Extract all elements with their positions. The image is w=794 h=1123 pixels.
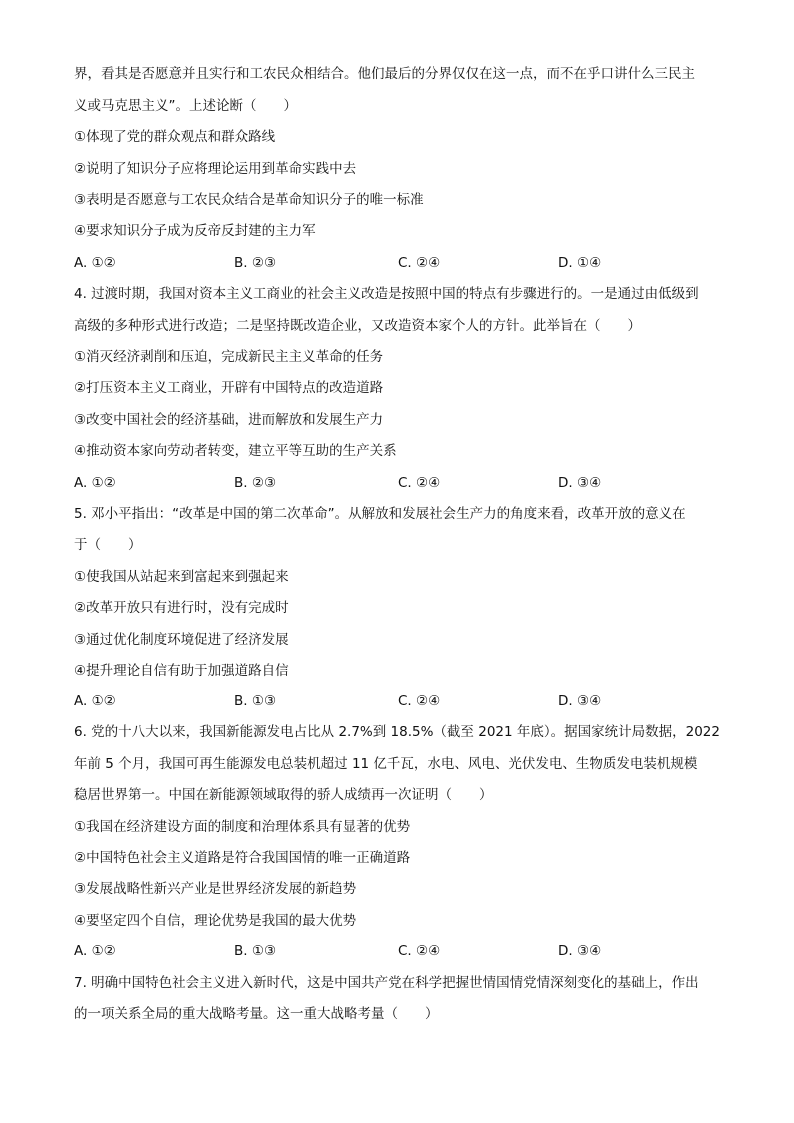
q6-option-2: ②中国特色社会主义道路是符合我国国情的唯一正确道路 — [74, 850, 411, 866]
q3-option-4: ④要求知识分子成为反帝反封建的主力军 — [74, 223, 316, 239]
q6-choices — [74, 941, 714, 961]
q4-option-1: ①消灭经济剥削和压迫，完成新民主主义革命的任务 — [74, 349, 384, 365]
q3-stem-line-2: 义或马克思主义”。上述论断（ ） — [74, 98, 297, 114]
q6-stem-line-3: 稳居世界第一。中国在新能源领域取得的骄人成绩再一次证明（ ） — [74, 787, 493, 803]
q5-stem-line-2: 于（ ） — [74, 537, 142, 553]
q5-choice-b: B. ①③ — [234, 693, 277, 709]
q4-choice-b: B. ②③ — [234, 475, 277, 491]
q4-option-3: ③改变中国社会的经济基础，进而解放和发展生产力 — [74, 412, 384, 428]
q6-stem-line-1: 6. 党的十八大以来，我国新能源发电占比从 2.7%到 18.5%（截至 2021 年底）。据国家统计局数据，2022 — [74, 724, 720, 740]
q6-choice-c: C. ②④ — [398, 943, 441, 959]
q5-choice-c: C. ②④ — [398, 693, 441, 709]
q6-choice-d: D. ③④ — [558, 943, 602, 959]
q6-option-1: ①我国在经济建设方面的制度和治理体系具有显著的优势 — [74, 819, 411, 835]
q3-choices — [74, 253, 714, 273]
q3-choice-b: B. ②③ — [234, 255, 277, 271]
q7-stem-line-2: 的一项关系全局的重大战略考量。这一重大战略考量（ ） — [74, 1006, 439, 1022]
q6-stem-line-2: 年前 5 个月，我国可再生能源发电总装机超过 11 亿千瓦，水电、风电、光伏发电、生物质发电装机规模 — [74, 756, 698, 772]
q3-choice-d: D. ①④ — [558, 255, 602, 271]
q6-option-4: ④要坚定四个自信，理论优势是我国的最大优势 — [74, 913, 357, 929]
q3-option-2: ②说明了知识分子应将理论运用到革命实践中去 — [74, 161, 357, 177]
q5-choice-d: D. ③④ — [558, 693, 602, 709]
q4-stem-line-1: 4. 过渡时期，我国对资本主义工商业的社会主义改造是按照中国的特点有步骤进行的。一是通过由低级到 — [74, 286, 699, 302]
q4-choice-a: A. ①② — [74, 475, 116, 491]
q3-option-3: ③表明是否愿意与工农民众结合是革命知识分子的唯一标准 — [74, 192, 424, 208]
q4-choice-c: C. ②④ — [398, 475, 441, 491]
q7-stem-line-1: 7. 明确中国特色社会主义进入新时代，这是中国共产党在科学把握世情国情党情深刻变化的基础上，作出 — [74, 975, 699, 991]
q5-option-3: ③通过优化制度环境促进了经济发展 — [74, 632, 289, 648]
q4-stem-line-2: 高级的多种形式进行改造；二是坚持既改造企业，又改造资本家个人的方针。此举旨在（ ） — [74, 318, 641, 334]
q5-stem-line-1: 5. 邓小平指出：“改革是中国的第二次革命”。从解放和发展社会生产力的角度来看，改革开放的意义在 — [74, 506, 686, 522]
q5-choices — [74, 691, 714, 711]
q4-option-4: ④推动资本家向劳动者转变，建立平等互助的生产关系 — [74, 443, 397, 459]
q4-choice-d: D. ③④ — [558, 475, 602, 491]
q3-stem-line-1: 界，看其是否愿意并且实行和工农民众相结合。他们最后的分界仅仅在这一点，而不在乎口讲什么三民主 — [74, 66, 695, 82]
q5-option-4: ④提升理论自信有助于加强道路自信 — [74, 663, 289, 679]
q6-option-3: ③发展战略性新兴产业是世界经济发展的新趋势 — [74, 881, 357, 897]
q6-choice-a: A. ①② — [74, 943, 116, 959]
q5-option-2: ②改革开放只有进行时，没有完成时 — [74, 600, 289, 616]
q3-choice-c: C. ②④ — [398, 255, 441, 271]
q3-option-1: ①体现了党的群众观点和群众路线 — [74, 129, 276, 145]
q3-choice-a: A. ①② — [74, 255, 116, 271]
q4-option-2: ②打压资本主义工商业，开辟有中国特点的改造道路 — [74, 380, 384, 396]
q5-choice-a: A. ①② — [74, 693, 116, 709]
q4-choices — [74, 473, 714, 493]
q5-option-1: ①使我国从站起来到富起来到强起来 — [74, 569, 289, 585]
q6-choice-b: B. ①③ — [234, 943, 277, 959]
